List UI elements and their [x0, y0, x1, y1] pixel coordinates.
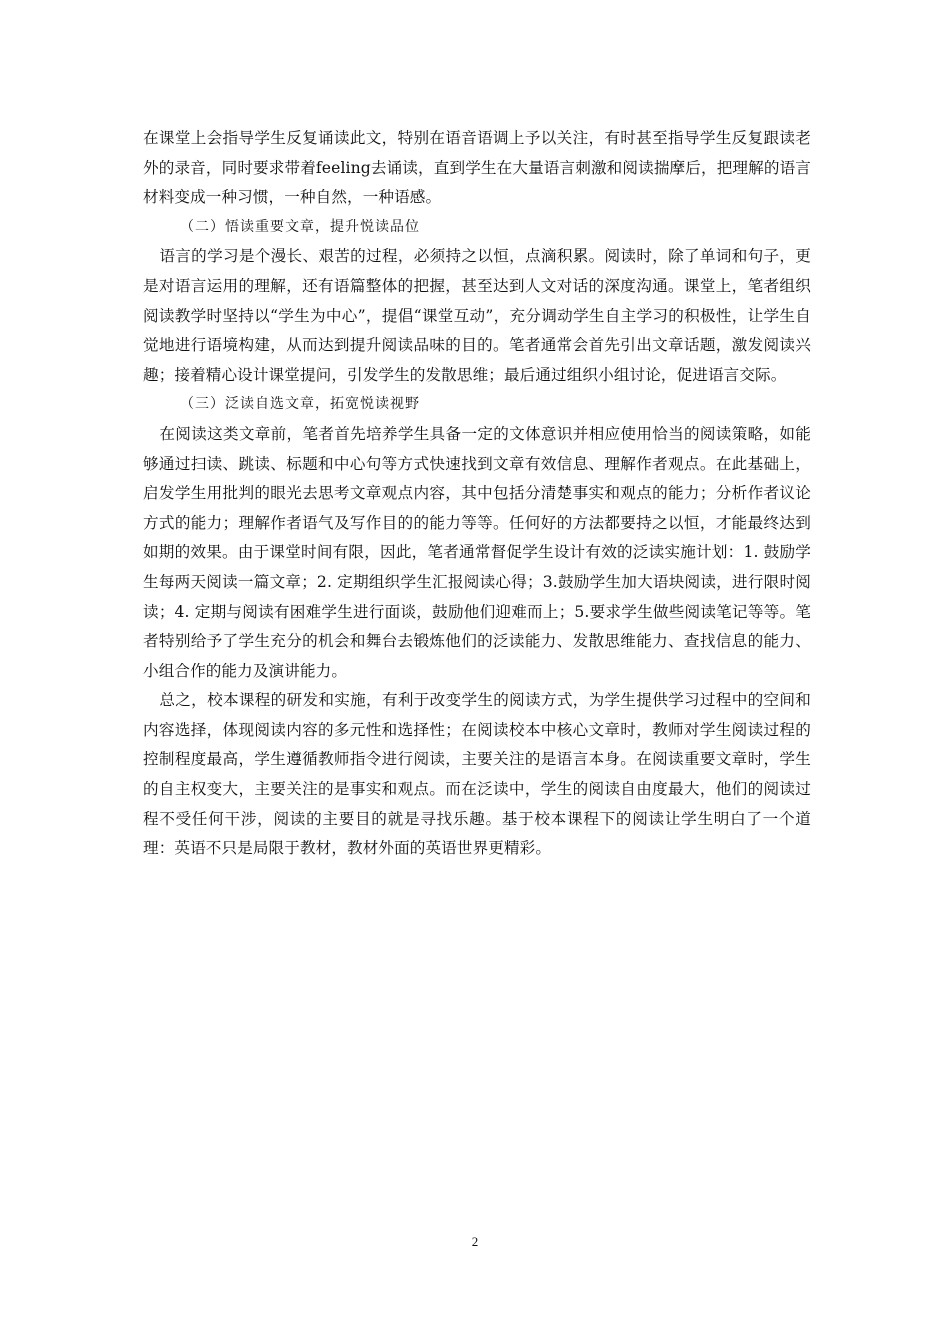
paragraph-conclusion: 总之，校本课程的研发和实施，有利于改变学生的阅读方式，为学生提供学习过程中的空间和内容选择，体现阅读内容的多元性和选择性；在阅读校本中核心文章时，教师对学生阅读过程的控制程度最高，学生遵循教师指令进行阅读，主要关注的是语言本身。在阅读重要文章时，学生的自主权变大，主要关注的是事实和观点。而在泛读中，学生的阅读自由度最大，他们的阅读过程不受任何干涉，阅读的主要目的就是寻找乐趣。基于校本课程下的阅读让学生明白了一个道理：英语不只是局限于教材，教材外面的英语世界更精彩。 [143, 691, 811, 858]
document-body [143, 124, 811, 864]
paragraph-continuation: 在课堂上会指导学生反复诵读此文，特别在语音语调上予以关注，有时甚至指导学生反复跟读老外的录音，同时要求带着feeling去诵读，直到学生在大量语言刺激和阅读揣摩后，把理解的语言材料变成一种习惯，一种自然，一种语感。 [143, 129, 811, 207]
section-heading-3: （三）泛读自选文章，拓宽悦读视野 [180, 396, 420, 413]
paragraph-section-2: 语言的学习是个漫长、艰苦的过程，必须持之以恒，点滴积累。阅读时，除了单词和句子，更是对语言运用的理解，还有语篇整体的把握，甚至达到人文对话的深度沟通。课堂上，笔者组织阅读教学时坚持以“学生为中心”，提倡“课堂互动”，充分调动学生自主学习的积极性，让学生自觉地进行语境构建，从而达到提升阅读品味的目的。笔者通常会首先引出文章话题，激发阅读兴趣；接着精心设计课堂提问，引发学生的发散思维；最后通过组织小组讨论，促进语言交际。 [143, 247, 811, 384]
page-number: 2 [471, 1234, 479, 1249]
section-heading-2: （二）悟读重要文章，提升悦读品位 [180, 218, 420, 235]
paragraph-section-3: 在阅读这类文章前，笔者首先培养学生具备一定的文体意识并相应使用恰当的阅读策略，如能够通过扫读、跳读、标题和中心句等方式快速找到文章有效信息、理解作者观点。在此基础上，启发学生用批判的眼光去思考文章观点内容，其中包括分清楚事实和观点的能力；分析作者议论方式的能力；理解作者语气及写作目的的能力等等。任何好的方法都要持之以恒，才能最终达到如期的效果。由于课堂时间有限，因此，笔者通常督促学生设计有效的泛读实施计划：1. 鼓励学生每两天阅读一篇文章；2. 定期组织学生汇报阅读心得；3.鼓励学生加大语块阅读，进行限时阅读；4. 定期与阅读有困难学生进行面谈，鼓励他们迎难而上；5.要求学生做些阅读笔记等等。笔者特别给予了学生充分的机会和舞台去锻炼他们的泛读能力、发散思维能力、查找信息的能力、小组合作的能力及演讲能力。 [143, 424, 811, 680]
